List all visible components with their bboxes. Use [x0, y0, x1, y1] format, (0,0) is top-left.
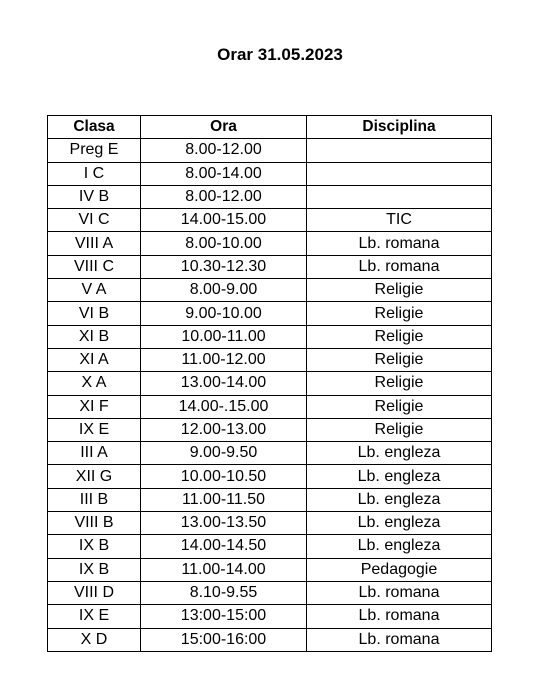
cell-disciplina: Religie: [307, 279, 492, 302]
cell-ora: 14.00-15.00: [141, 209, 307, 232]
cell-ora: 8.00-14.00: [141, 162, 307, 185]
cell-clasa: V A: [48, 279, 141, 302]
cell-clasa: IX E: [48, 418, 141, 441]
header-clasa: Clasa: [48, 116, 141, 139]
cell-ora: 14.00-14.50: [141, 535, 307, 558]
header-ora: Ora: [141, 116, 307, 139]
cell-disciplina: [307, 185, 492, 208]
cell-clasa: VIII C: [48, 255, 141, 278]
table-row: [48, 605, 492, 628]
cell-disciplina: Lb. engleza: [307, 488, 492, 511]
cell-clasa: VI C: [48, 209, 141, 232]
cell-disciplina: Lb. engleza: [307, 465, 492, 488]
cell-disciplina: Lb. engleza: [307, 512, 492, 535]
cell-disciplina: Religie: [307, 302, 492, 325]
cell-clasa: XI B: [48, 325, 141, 348]
table-row: [48, 558, 492, 581]
cell-disciplina: Lb. romana: [307, 232, 492, 255]
cell-clasa: VIII A: [48, 232, 141, 255]
cell-disciplina: Religie: [307, 372, 492, 395]
cell-ora: 13.00-13.50: [141, 512, 307, 535]
table-row: [48, 512, 492, 535]
cell-disciplina: Religie: [307, 418, 492, 441]
cell-clasa: III A: [48, 442, 141, 465]
table-row: [48, 255, 492, 278]
cell-ora: 8.00-9.00: [141, 279, 307, 302]
cell-clasa: IX B: [48, 558, 141, 581]
cell-disciplina: Religie: [307, 395, 492, 418]
cell-ora: 11.00-12.00: [141, 348, 307, 371]
cell-ora: 10.00-11.00: [141, 325, 307, 348]
table-row: [48, 418, 492, 441]
cell-ora: 11.00-11.50: [141, 488, 307, 511]
table-row: [48, 279, 492, 302]
table-row: [48, 465, 492, 488]
cell-clasa: VI B: [48, 302, 141, 325]
cell-clasa: VIII B: [48, 512, 141, 535]
cell-ora: 14.00-.15.00: [141, 395, 307, 418]
cell-clasa: III B: [48, 488, 141, 511]
cell-clasa: IX B: [48, 535, 141, 558]
cell-clasa: VIII D: [48, 581, 141, 604]
cell-disciplina: Lb. engleza: [307, 535, 492, 558]
table-row: [48, 139, 492, 162]
cell-ora: 10.00-10.50: [141, 465, 307, 488]
cell-ora: 13.00-14.00: [141, 372, 307, 395]
cell-clasa: I C: [48, 162, 141, 185]
cell-clasa: XI A: [48, 348, 141, 371]
header-disciplina: Disciplina: [307, 116, 492, 139]
table-row: [48, 442, 492, 465]
cell-disciplina: Lb. romana: [307, 628, 492, 651]
cell-disciplina: Religie: [307, 325, 492, 348]
table-row: [48, 372, 492, 395]
cell-ora: 9.00-10.00: [141, 302, 307, 325]
table-header-row: [48, 116, 492, 139]
cell-clasa: IX E: [48, 605, 141, 628]
cell-clasa: X A: [48, 372, 141, 395]
cell-disciplina: [307, 162, 492, 185]
table-row: [48, 395, 492, 418]
table-row: [48, 535, 492, 558]
table-row: [48, 232, 492, 255]
table-row: [48, 488, 492, 511]
cell-ora: 11.00-14.00: [141, 558, 307, 581]
cell-ora: 15:00-16:00: [141, 628, 307, 651]
cell-ora: 8.00-10.00: [141, 232, 307, 255]
cell-clasa: X D: [48, 628, 141, 651]
cell-ora: 10.30-12.30: [141, 255, 307, 278]
schedule-table: [47, 115, 492, 652]
table-row: [48, 209, 492, 232]
cell-disciplina: Lb. romana: [307, 255, 492, 278]
cell-clasa: IV B: [48, 185, 141, 208]
cell-disciplina: Lb. romana: [307, 605, 492, 628]
cell-disciplina: Lb. romana: [307, 581, 492, 604]
page-title: Orar 31.05.2023: [217, 45, 343, 64]
cell-clasa: Preg E: [48, 139, 141, 162]
table-row: [48, 348, 492, 371]
cell-clasa: XI F: [48, 395, 141, 418]
table-row: [48, 302, 492, 325]
cell-disciplina: Pedagogie: [307, 558, 492, 581]
cell-disciplina: TIC: [307, 209, 492, 232]
cell-ora: 9.00-9.50: [141, 442, 307, 465]
table-row: [48, 162, 492, 185]
cell-disciplina: Religie: [307, 348, 492, 371]
table-row: [48, 581, 492, 604]
cell-ora: 8.00-12.00: [141, 139, 307, 162]
cell-ora: 13:00-15:00: [141, 605, 307, 628]
cell-disciplina: Lb. engleza: [307, 442, 492, 465]
cell-disciplina: [307, 139, 492, 162]
cell-ora: 8.10-9.55: [141, 581, 307, 604]
cell-ora: 12.00-13.00: [141, 418, 307, 441]
cell-ora: 8.00-12.00: [141, 185, 307, 208]
table-row: [48, 185, 492, 208]
table-row: [48, 628, 492, 651]
cell-clasa: XII G: [48, 465, 141, 488]
table-row: [48, 325, 492, 348]
